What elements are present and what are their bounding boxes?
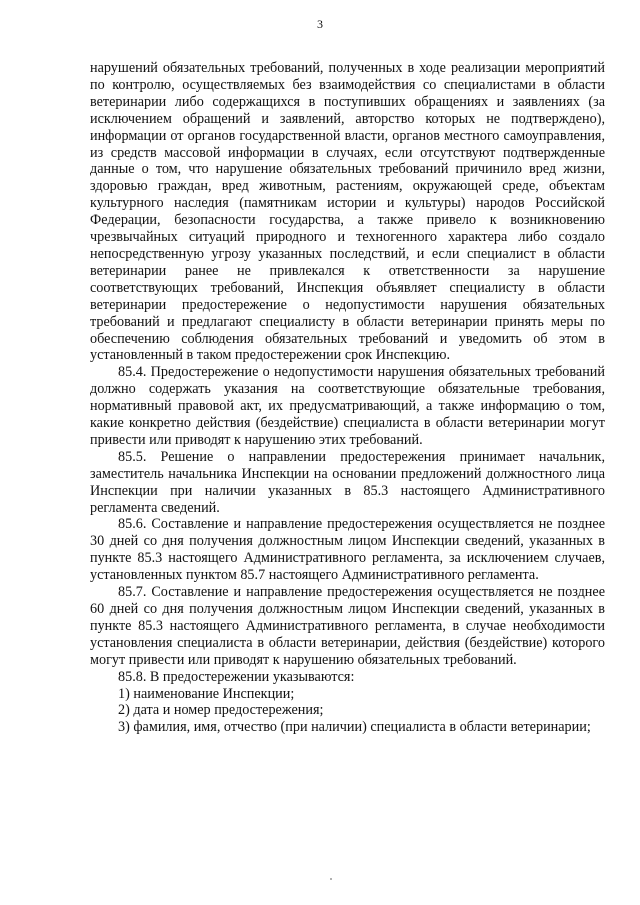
paragraph-85-5: 85.5. Решение о направлении предостережения принимает начальник, заместитель начальника Инспекции на основании предложений должностного лица Инспекции при наличии указанных в 85.3 настоящего Административного регламента сведений. xyxy=(90,448,605,516)
list-item-3: 3) фамилия, имя, отчество (при наличии) специалиста в области ветеринарии; xyxy=(118,719,591,736)
paragraph-85-8: 85.8. В предостережении указываются: xyxy=(118,668,355,685)
scan-speck xyxy=(330,878,332,880)
list-item-2: 2) дата и номер предостережения; xyxy=(118,702,324,719)
paragraph-continuation: нарушений обязательных требований, полученных в ходе реализации мероприятий по контролю, осуществляемых без взаимодействия со специалистами в области ветеринарии либо содержащихся в поступивших обращениях и заявлениях (за исключением обращений и заявлений, авторство которых не подтверждено), информации от органов государственной власти, органов местного самоуправления, из средств массовой информации в случаях, если отсутствуют подтвержденные данные о том, что нарушение обязательных требований причинило вред жизни, здоровью граждан, вред животным, растениям, окружающей среде, объектам культурного наследия (памятникам истории и культуры) народов Российской Федерации, безопасности государства, а также привело к возникновению чрезвычайных ситуаций природного и техногенного характера либо создало непосредственную угрозу указанных последствий, и если специалист в области ветеринарии ранее не привлекался к ответственности за нарушение соответствующих требований, Инспекция объявляет специалисту в области ветеринарии предостережение о недопустимости нарушения обязательных требований и предлагают специалисту в области ветеринарии принять меры по обеспечению соблюдения обязательных требований и уведомить об этом в установленный в таком предостережении срок Инспекцию. xyxy=(90,60,605,364)
document-body xyxy=(90,60,605,736)
paragraph-85-7: 85.7. Составление и направление предостережения осуществляется не позднее 60 дней со дня получения должностным лицом Инспекции сведений, указанных в пункте 85.3 настоящего Административного регламента, в случае необходимости установления специалиста в области ветеринарии, действия (бездействие) которого могут привести или приводят к нарушению обязательных требований. xyxy=(90,584,605,668)
list-item-1: 1) наименование Инспекции; xyxy=(118,685,295,702)
paragraph-85-4: 85.4. Предостережение о недопустимости нарушения обязательных требований должно содержать указания на соответствующие обязательные требования, нормативный правовой акт, их предусматривающий, а также информацию о том, какие конкретно действия (бездействие) специалиста в области ветеринарии могут привести или приводят к нарушению этих требований. xyxy=(90,364,605,448)
paragraph-85-6: 85.6. Составление и направление предостережения осуществляется не позднее 30 дней со дня получения должностным лицом Инспекции сведений, указанных в пункте 85.3 настоящего Административного регламента, за исключением случаев, установленных пунктом 85.7 настоящего Административного регламента. xyxy=(90,516,605,584)
page-number: 3 xyxy=(317,17,323,31)
